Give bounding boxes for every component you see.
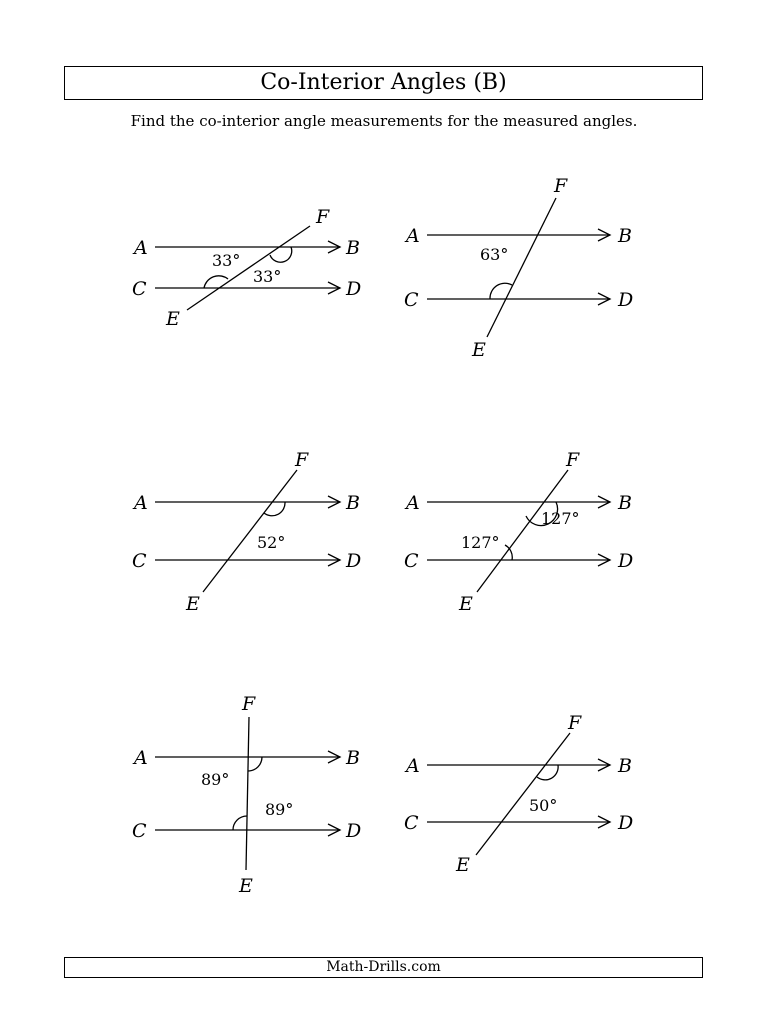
label-d: D [618, 289, 634, 311]
angle-value-1: 33° [212, 251, 241, 270]
angle-value-1: 50° [529, 796, 558, 815]
footer-source: Math-Drills.com [64, 957, 703, 978]
label-f: F [566, 449, 580, 471]
label-a: A [406, 755, 420, 777]
label-b: B [618, 492, 632, 514]
angle-value-1: 52° [257, 533, 286, 552]
label-c: C [404, 812, 419, 834]
label-f: F [316, 206, 330, 228]
label-b: B [346, 237, 360, 259]
label-e: E [456, 854, 470, 876]
label-c: C [404, 550, 419, 572]
label-e: E [459, 593, 473, 615]
label-a: A [406, 492, 420, 514]
transversal-ef [476, 733, 570, 855]
label-d: D [346, 550, 362, 572]
label-f: F [554, 175, 568, 197]
label-b: B [618, 225, 632, 247]
label-e: E [186, 593, 200, 615]
label-f: F [568, 712, 582, 734]
angle-value-2: 127° [461, 533, 500, 552]
label-d: D [346, 820, 362, 842]
angle-value-1: 63° [480, 245, 509, 264]
label-d: D [346, 278, 362, 300]
label-c: C [132, 550, 147, 572]
angle-value-2: 89° [265, 800, 294, 819]
label-b: B [618, 755, 632, 777]
label-f: F [295, 449, 309, 471]
label-a: A [134, 747, 148, 769]
label-b: B [346, 492, 360, 514]
label-d: D [618, 812, 634, 834]
label-a: A [406, 225, 420, 247]
label-f: F [242, 693, 256, 715]
label-b: B [346, 747, 360, 769]
worksheet-title: Co-Interior Angles (B) [64, 66, 703, 100]
angle-value-1: 89° [201, 770, 230, 789]
label-d: D [618, 550, 634, 572]
angle-value-1: 127° [541, 509, 580, 528]
label-e: E [166, 308, 180, 330]
label-a: A [134, 492, 148, 514]
label-e: E [239, 875, 253, 897]
label-c: C [132, 278, 147, 300]
angle-value-2: 33° [253, 267, 282, 286]
label-c: C [132, 820, 147, 842]
label-c: C [404, 289, 419, 311]
instructions: Find the co-interior angle measurements for the measured angles. [130, 112, 638, 130]
label-a: A [134, 237, 148, 259]
label-e: E [472, 339, 486, 361]
